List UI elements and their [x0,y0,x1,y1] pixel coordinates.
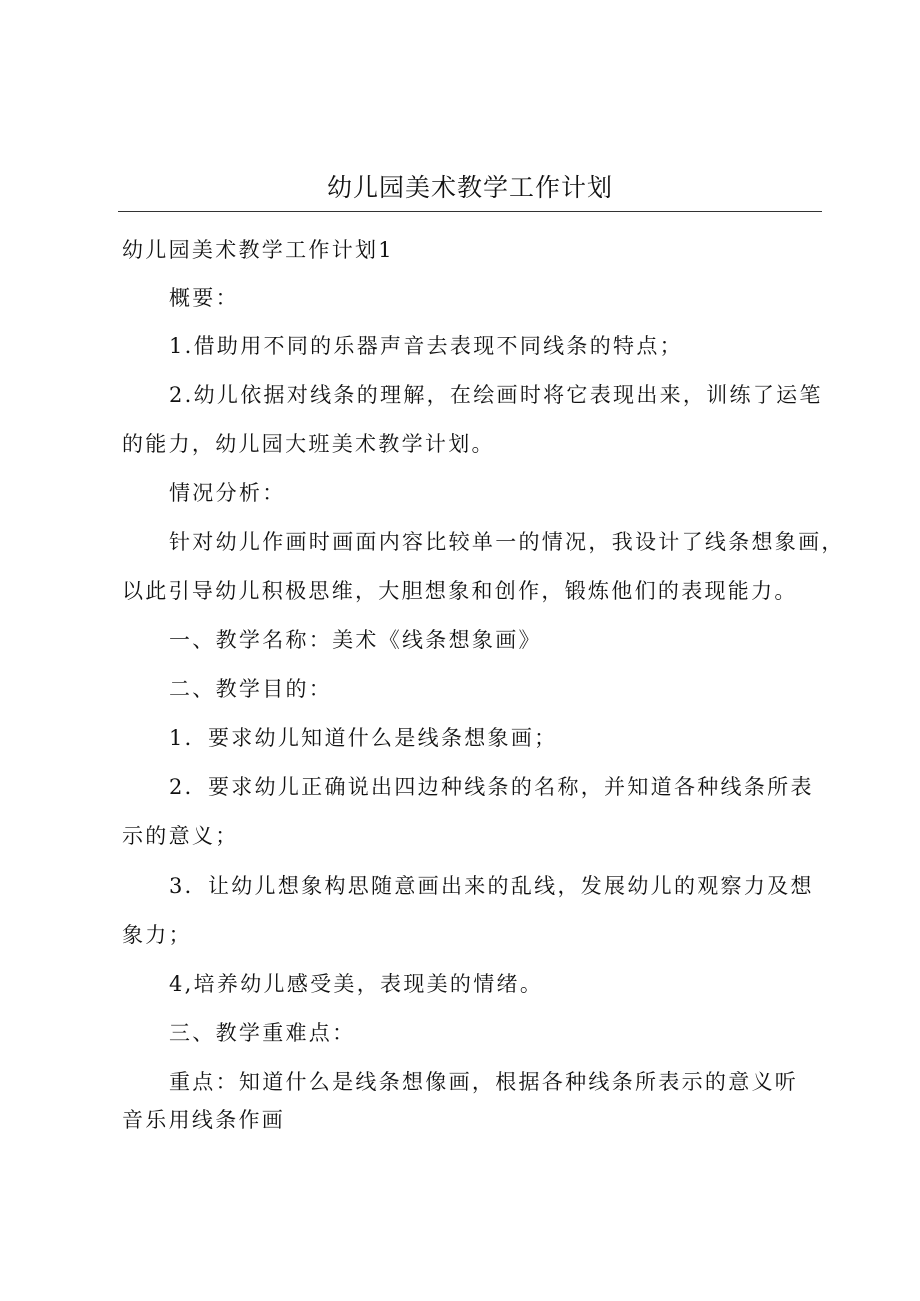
overview-item-1 [122,322,869,370]
page-title: 幼儿园美术教学工作计划 [326,173,613,202]
section-heading-line-1: 幼儿园美术教学工作计划1 [122,238,394,262]
goal-3 [122,862,869,910]
overview-item-2-line-1: 2.幼儿依据对线条的理解，在绘画时将它表现出来，训练了运笔 [169,383,823,407]
key-points-text-line-2: 音乐用线条作画 [122,1108,286,1132]
goal-3-line-1: 3．让幼儿想象构思随意画出来的乱线，发展幼儿的观察力及想 [169,874,814,898]
teaching-name-line-1: 一、教学名称：美术《线条想象画》 [169,628,542,652]
goal-2 [122,763,869,811]
situation-label-line-1: 情况分析： [169,481,286,505]
goal-3-line-2: 象力； [122,923,192,947]
overview-item-2-line-2: 的能力，幼儿园大班美术教学计划。 [122,432,495,456]
goal-2-continued [122,812,822,860]
key-points-label [122,1009,869,1057]
teaching-goals-label [122,665,869,713]
teaching-name [122,616,869,664]
overview-item-1-line-1: 1.借助用不同的乐器声音去表现不同线条的特点； [169,334,683,358]
goal-4 [122,960,869,1008]
goal-3-continued [122,911,822,959]
situation-label [122,469,869,517]
situation-text-line-2: 以此引导幼儿积极思维，大胆想象和创作，锻炼他们的表现能力。 [122,579,798,603]
overview-item-2 [122,371,869,419]
teaching-goals-label-line-1: 二、教学目的： [169,677,333,701]
situation-text-line-1: 针对幼儿作画时画面内容比较单一的情况，我设计了线条想象画， [169,530,845,554]
goal-2-line-2: 示的意义； [122,824,239,848]
goal-1-line-1: 1．要求幼儿知道什么是线条想象画； [169,726,558,750]
situation-text-continued [122,567,822,615]
overview-item-2-continued [122,420,822,468]
key-points-text-continued [122,1096,822,1144]
title-underline [118,211,822,212]
section-heading [122,226,822,274]
goal-4-line-1: 4,培养幼儿感受美，表现美的情绪。 [169,972,544,996]
key-points-text-line-1: 重点：知道什么是线条想像画，根据各种线条所表示的意义听 [169,1070,799,1094]
overview-label [122,274,869,322]
goal-1 [122,714,869,762]
key-points-label-line-1: 三、教学重难点： [169,1021,356,1045]
goal-2-line-1: 2．要求幼儿正确说出四边种线条的名称，并知道各种线条所表 [169,775,814,799]
situation-text [122,518,869,566]
overview-label-line-1: 概要： [169,286,239,310]
